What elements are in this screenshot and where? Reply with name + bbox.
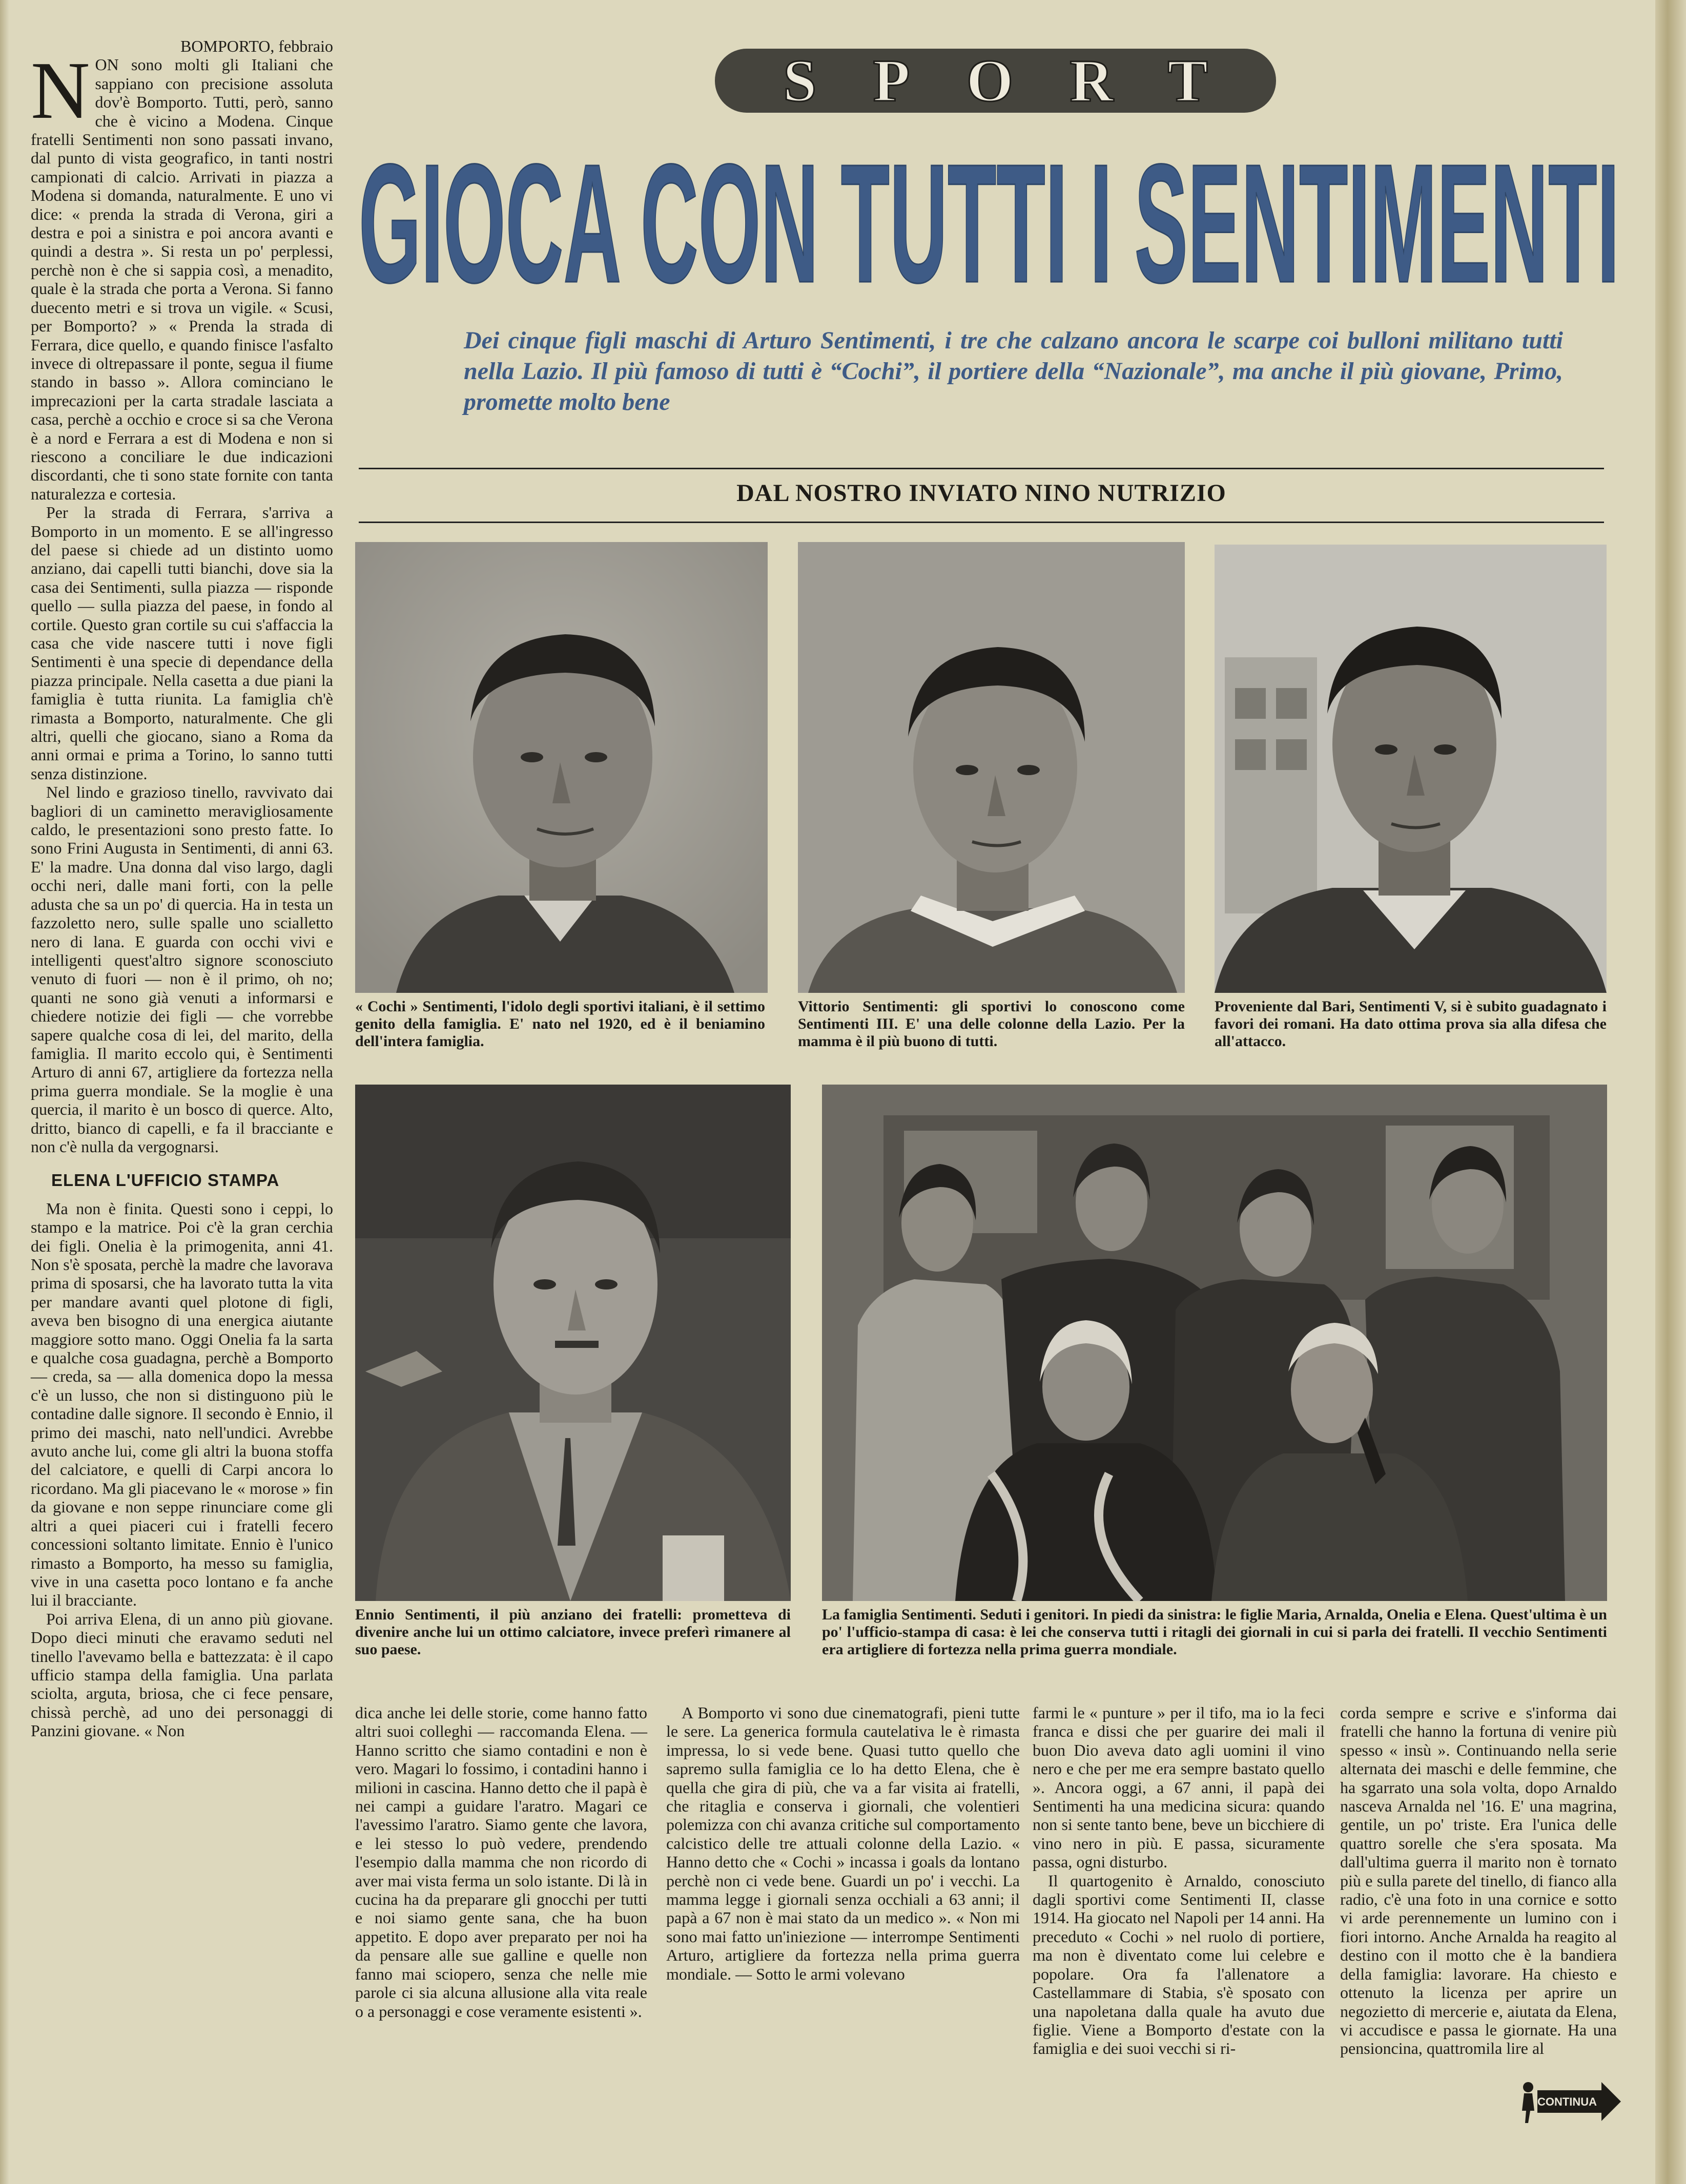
paragraph: dica anche lei delle storie, come hanno fatto altri suoi colleghi — raccomanda Elena. — Hanno scritto che siamo contadini e non è vero. Magari lo fossimo, i contadini hanno i milioni in cascina. Hanno detto che il papà è nei campi a guidare l'aratro. Magari ce l'avessimo l'aratro. Siamo gente che lavora, e lei stesso lo può vedere, prendendo l'esempio dalla mamma che non ricordo di aver mai vista ferma un solo istante. Di là in cucina ha da preparare gli gnocchi per tutti e noi siamo gente sana, che ha buon appetito. E dopo aver preparato per noi ha da pensare alle sue galline e quelle non fanno mai sciopero, senza che nelle mie parole ci sia alcuna allusione alla vita reale o a personaggi e cose veramente esistenti ». [355, 1703, 647, 2021]
section-label: SPORT [783, 47, 1265, 114]
photo-vittorio [798, 542, 1185, 993]
photo-cochi [355, 542, 768, 993]
headline-text: GIOCA CON TUTTI I SENTIMENTI [359, 129, 1619, 300]
byline: DAL NOSTRO INVIATO NINO NUTRIZIO [736, 480, 1226, 507]
dateline: BOMPORTO, febbraio [180, 37, 333, 55]
caption-family: La famiglia Sentimenti. Seduti i genitori. In piedi da sinistra: le figlie Maria, Arnalda, Onelia e Elena. Quest'ultima è un po' l'ufficio-stampa di casa: è lei che conserva tutti i ritagli dei giornali in cui si parla dei fratelli. Il vecchio Sentimenti era artigliere di fortezza nella prima guerra mondiale. [822, 1606, 1607, 1658]
continua-label: CONTINUA [1537, 2095, 1597, 2108]
caption-primo: Proveniente dal Bari, Sentimenti V, si è subito guadagnato i favori dei romani. Ha dato ottima prova sia alla difesa che all'attacco. [1215, 998, 1607, 1050]
subheading: ELENA L'UFFICIO STAMPA [51, 1171, 280, 1190]
paragraph: farmi le « punture » per il tifo, ma io la feci franca e dissi che per guarire dei mali il buon Dio aveva dato agli uomini il vino nero e che per me era sempre bastato quello ». Ancora oggi, a 67 anni, il papà dei Sentimenti ha una medicina sicura: quando non si sente tanto bene, beve un bicchiere di vino nero in più. E passa, sicuramente passa, ogni disturbo. [1033, 1703, 1325, 1871]
paragraph: corda sempre e scrive e s'informa dai fratelli che hanno la fortuna di venire più spesso « insù ». Continuando nella serie alternata dei maschi e delle femmine, che ha sgarrato una sola volta, dopo Arnaldo nasceva Arnalda nel '16. E' una magrina, gentile, un po' triste. Era l'unica delle quattro sorelle che s'era sposata. Ma dall'ultima guerra il marito non è tornato più e sulla parete del tinello, di fianco alla radio, c'è una foto in una cornice e sotto vi arde perennemente un lumino con i fiori intorno. Anche Arnalda ha reagito al destino con il motto che è la bandiera della famiglia: lavorare. Ha chiesto e ottenuto la licenza per aprire un negozietto di mercerie e, aiutata da Elena, vi accudisce e passa le giornate. Ha una pensioncina, quattromila lire al [1340, 1703, 1617, 2058]
photo-family [822, 1085, 1607, 1601]
paragraph: Per la strada di Ferrara, s'arriva a Bomporto in un momento. E se all'ingresso del paese si chiede ad un distinto uomo anziano, dai capelli tutti bianchi, dove sia la casa dei Sentimenti, sulla piazza — risponde quello — sulla piazza del paese, in fondo al cortile. Questo gran cortile su cui s'affaccia la casa che vide nascere tutti i nove figli Sentimenti è una specie di dependance della piazza principale. Nella casetta a due piani la famiglia è tutta riunita. La famiglia ch'è rimasta a Bomporto, naturalmente. Che gli altri, quelli che giocano, siano a Roma da anni ormai e prima a Torino, lo sanno tutti senza distinzione. [31, 503, 333, 783]
rule-top [359, 468, 1604, 469]
headline [359, 128, 1619, 300]
page-edge [1655, 0, 1686, 2184]
caption-ennio: Ennio Sentimenti, il più anziano dei fratelli: prometteva di divenire anche lui un ottimo calciatore, invece preferì rimanere al suo paese. [355, 1606, 791, 1658]
column-1 [31, 37, 333, 1740]
paragraph: Il quartogenito è Arnaldo, conosciuto dagli sportivi come Sentimenti II, classe 1914. Ha giocato nel Napoli per 14 anni. Ha preceduto « Cochi » nel ruolo di portiere, ma non è diventato come lui celebre e popolare. Ora fa l'allenatore a Castellammare di Stabia, s'è sposato con una napoletana dalla quale ha avuto due figlie. Viene a Bomporto d'estate con la famiglia e dei suoi vecchi si ri- [1033, 1871, 1325, 2058]
drop-cap: N [31, 45, 90, 136]
caption-vittorio: Vittorio Sentimenti: gli sportivi lo conoscono come Sentimenti III. E' una delle colonne della Lazio. Per la mamma è il più buono di tutti. [798, 998, 1185, 1050]
rule-bottom [359, 522, 1604, 523]
page-spine [0, 0, 9, 2184]
continua-arrow [1517, 2080, 1622, 2124]
paragraph: Ma non è finita. Questi sono i ceppi, lo stampo e la matrice. Poi c'è la gran cerchia dei figli. Onelia è la primogenita, anni 41. Non s'è sposata, perchè la madre che lavorava prima di sposarsi, che ha lavorato tutta la vita per mandare avanti quel plotone di figli, aveva ben bisogno di una energica aiutante maggiore sotto mano. Oggi Onelia fa la sarta e qualche cosa guadagna, perchè a Bomporto — creda, sa — alla domenica dopo la messa c'è un lusso, che non si distinguono più le contadine dalle signore. Il secondo è Ennio, il primo dei maschi, nato nell'undici. Avrebbe avuto anche lui, come gli altri la buona stoffa del calciatore, e quelli di Carpi ancora lo ricordano. Ma gli piacevano le « morose » fin da giovane e non seppe rinunciare come gli altri a quei piaceri cui i fratelli fecero concessioni soltanto limitate. Ennio è l'unico rimasto a Bomporto, ha messo su famiglia, vive in una casetta poco lontano e fa anche lui il bracciante. [31, 1199, 333, 1610]
photo-primo [1215, 545, 1607, 993]
column-2 [355, 1703, 647, 2021]
column-4 [1033, 1703, 1325, 2058]
section-badge [715, 49, 1276, 113]
photo-ennio [355, 1085, 791, 1601]
column-3 [666, 1703, 1020, 1983]
column-5 [1340, 1703, 1617, 2058]
paragraph: Nel lindo e grazioso tinello, ravvivato dai bagliori di un caminetto meravigliosamente caldo, le presentazioni sono presto fatte. Io sono Frini Augusta in Sentimenti, di anni 63. E' la madre. Una donna dal viso largo, dagli occhi neri, dalle mani forti, con la pelle adusta che sa un po' di quercia. Ha in testa un fazzoletto nero, sulle spalle uno scialletto nero di lana. E guarda con occhi vivi e intelligenti quest'altro signore sconosciuto venuto di fuori — non è il primo, oh no; quanti ne sono già venuti a informarsi e chiedere notizie dei figli — che vorrebbe sapere qualche cosa di lei, del marito, della famiglia. Il marito eccolo qui, è Sentimenti Arturo di anni 67, artigliere da fortezza nella prima guerra mondiale. Se la moglie è una quercia, il marito è un bosco di querce. Alto, dritto, bianco di capelli, e fa il bracciante e non c'è nulla da vergognarsi. [31, 783, 333, 1156]
standfirst: Dei cinque figli maschi di Arturo Sentimenti, i tre che calzano ancora le scarpe coi bulloni militano tutti nella Lazio. Il più famoso di tutti è “Cochi”, il portiere della “Nazionale”, ma anche il più giovane, Primo, promette molto bene [464, 327, 1563, 415]
lead-paragraph: NON sono molti gli Italiani che sappiano con precisione assoluta dov'è Bomporto. Tutti, però, sanno che è vicino a Modena. Cinque fratelli Sentimenti non sono passati invano, dal punto di vista geografico, in tanti nostri campionati di calcio. Arrivati in piazza a Modena si domanda, naturalmente. E uno vi dice: « prenda la strada di Verona, giri a destra e poi a sinistra e poi ancora avanti e quindi a destra ». Si resta un po' perplessi, perchè non è che si sappia così, a menadito, quale è la strada che porta a Verona. Si fanno duecento metri e si trova un vigile. « Scusi, per Bomporto? » « Prenda la strada di Ferrara, dice quello, e quando finisce l'asfalto invece di oltrepassare il ponte, segua il fiume stando in basso ». Allora cominciano le imprecazioni per la carta stradale lasciata a casa, perchè a occhio e croce si sa che Verona è a nord e Ferrara a est di Modena e non si riescono a conciliare le due indicazioni discordanti, che ti sono state fornite con tanta naturalezza e cortesia. [31, 45, 333, 503]
paragraph: A Bomporto vi sono due cinematografi, pieni tutte le sere. La generica formula cautelativa le è rimasta impressa, lo si vede bene. Quasi tutto quello che sapremo sulla famiglia ce lo ha detto Elena, che è quella che gira di più, che va a far visita ai fratelli, che ritaglia e conserva i giornali, che volentieri polemizza con chi avanza critiche sul comportamento calcistico delle tre attuali colonne della Lazio. « Hanno detto che « Cochi » incassa i goals da lontano perchè non ci vede bene. Guardi un po' i vecchi. La mamma legge i giornali senza occhiali a 63 anni; il papà a 67 non è mai stato da un medico ». « Non mi sono mai fatto un'iniezione — interrompe Sentimenti Arturo, artigliere da fortezza nella prima guerra mondiale. — Sotto le armi volevano [666, 1703, 1020, 1983]
caption-cochi: « Cochi » Sentimenti, l'idolo degli sportivi italiani, è il settimo genito della famiglia. E' nato nel 1920, ed è il beniamino dell'intera famiglia. [355, 998, 765, 1050]
paragraph: Poi arriva Elena, di un anno più giovane. Dopo dieci minuti che eravamo seduti nel tinello l'avevamo bella e battezzata: è il capo ufficio stampa della famiglia. Una parlata sciolta, arguta, briosa, che ci fece pensare, chissà perchè, ad uno dei personaggi di Panzini giovane. « Non [31, 1609, 333, 1740]
